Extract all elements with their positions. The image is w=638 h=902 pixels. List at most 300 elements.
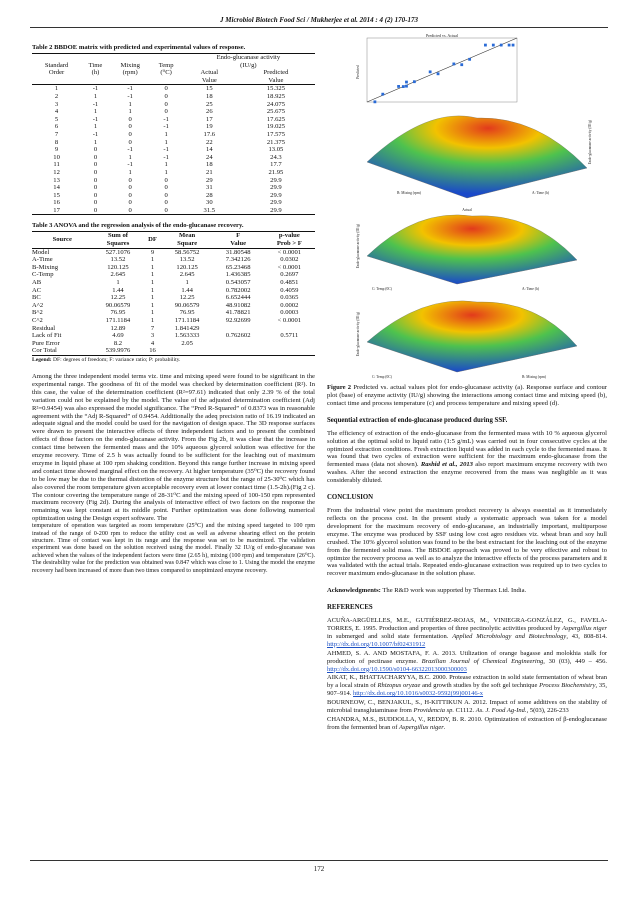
doi-link[interactable]: http://dx.doi.org/10.1016/s0032-9592(99)00146-x [353, 690, 484, 698]
table-cell: 18.925 [266, 92, 285, 100]
table-row [32, 131, 315, 139]
reference-item: AHMED, S. A. AND MOSTAFA, F. A. 2013. Utilization of orange bagasse and molokhia stalk for production of pectinase enzyme. Brazilian Journal of Chemical Engineering, 30 (03), 449 – 456. http://dx.doi.org/10.1590/s0104-66322013000300003 [327, 649, 607, 673]
table-cell: -1 [163, 146, 169, 154]
table-cell: 18 [206, 161, 213, 169]
table-cell: 1 [93, 92, 98, 100]
table2-header-temp: Temp [158, 61, 174, 69]
table-cell: 29.9 [270, 184, 282, 192]
table-cell: 0 [93, 176, 98, 184]
table-cell: 17.7 [270, 161, 282, 169]
table-cell: 0 [164, 199, 168, 207]
table-cell: 9 [54, 146, 59, 154]
table2-header-predicted: Predicted [263, 69, 289, 77]
table-cell: 1 [150, 271, 155, 279]
table-cell: B-Mixing [32, 263, 59, 271]
figure2-panel-c [327, 204, 607, 292]
response-surface [367, 116, 587, 198]
table-cell: 1 [150, 294, 155, 302]
table-cell: 76.95 [110, 309, 126, 317]
table-cell: 0.782002 [225, 286, 251, 294]
table2-activity-group: Endo-glucanase activity [216, 54, 281, 61]
table-cell: 90.06579 [105, 301, 131, 309]
table-cell: Cor Total [32, 347, 57, 355]
reference-item: BOURNEOW, C., BENJAKUL, S., H-KITTIKUN A. 2012. Impact of some additives on the stability of microbial transglutaminase from Providencia sp. C1112. As. J. Food Ag-Ind., 5(03), 226-233 [327, 699, 607, 715]
table-cell: 0 [164, 176, 168, 184]
table-cell: 1 [93, 123, 98, 131]
table-cell: -1 [92, 100, 99, 108]
table-row [32, 139, 315, 147]
table-cell: 0 [128, 191, 132, 199]
table-cell: 3 [150, 332, 155, 340]
table-cell: C^2 [32, 317, 43, 324]
table-row [32, 184, 315, 192]
data-point [437, 72, 440, 75]
table-cell: 1 [54, 85, 59, 93]
table-cell: 1 [150, 263, 155, 271]
table-cell: 1 [93, 138, 98, 146]
table3-header-ss: Sum of [107, 232, 128, 240]
table-cell: 0 [128, 138, 132, 146]
table3-header-f: F [236, 232, 241, 240]
table-cell: A-Time [32, 256, 53, 264]
figure2-panel-a [327, 34, 607, 112]
table3-body [32, 248, 315, 355]
table3-legend: Legend: DF: degrees of freedom; F: variance ratio; P: probability. [32, 356, 181, 363]
table-cell: 48.91082 [225, 301, 251, 309]
table-cell: -1 [163, 123, 169, 131]
surface-plot-time-mixing [327, 112, 607, 204]
x2-axis-label: A: Time (h) [522, 287, 539, 291]
data-point [381, 93, 384, 96]
table2-activity-unit: (IU/g) [240, 61, 257, 69]
table-cell: 8.2 [113, 339, 123, 347]
table-cell: < 0.0001 [277, 248, 302, 256]
data-point [512, 44, 515, 47]
table-cell: 1 [128, 100, 132, 108]
table-row [32, 302, 315, 310]
table-cell: 28 [206, 191, 213, 199]
table-cell: 65.23468 [225, 263, 251, 271]
table-cell: 7.342126 [225, 256, 251, 264]
table-cell: 18 [206, 92, 213, 100]
data-point [492, 44, 495, 47]
table-row [32, 325, 315, 333]
table-cell: AB [32, 279, 42, 287]
surface-plot-temp-mixing [327, 292, 607, 380]
table-cell: 0 [93, 153, 98, 161]
table-cell: 1 [128, 168, 132, 176]
table-cell: C-Temp [32, 271, 54, 279]
table-cell: 17.575 [266, 130, 285, 138]
table2-header-order: Standard [44, 61, 69, 69]
reference-item: AIKAT, K., BHATTACHARYYA, B.C. 2000. Protease extraction in solid state fermentation of wheat bran by a local strain of Rhizopus oryzae and growth studies by the soft gel technique Process Biochemistry, 35, 907–914. http://dx.doi.org/10.1016/s0032-9592(99)00146-x [327, 674, 607, 698]
table-cell: 3 [54, 100, 59, 108]
table-cell: Model [32, 248, 50, 256]
table-cell: -1 [92, 130, 99, 138]
x2-axis-label: B: Mixing (rpm) [522, 375, 546, 379]
table-cell: 90.06579 [174, 301, 200, 309]
table-cell: 13.52 [179, 256, 195, 264]
table-cell: 14 [206, 146, 213, 154]
header-rule [30, 27, 608, 28]
data-point [429, 70, 432, 73]
table3: Source Sum of DF Mean F p-value Squares Square Value Prob > F Model 527.1076 9 58.56752 31.80548 < 0.0001 A-Time 13.52 1 13.52 7.342126 0.0302 B-Mixing 120.125 1 120.125 65.23468 < 0.0001 C-Temp 2.645 1 2.645 1.436385 0.2697 AB 1 1 1 0.543057 0.4851 AC 1.44 1 1.44 0.782002 0.4059 BC 12.25 1 12.25 6.652444 0.0365 A^2 90.06579 1 90.06579 48.91082 0.0002 B^2 76.95 1 76.95 41.78821 0.0003 C^2 171.1184 1 171.1184 92.92699 < 0.0001 Residual 12.89 7 1.841429 Lack of Fit 4.69 3 1.563333 0.762602 0.5711 Pure Error 8.2 4 2.05 Cor Total 539.9976 16 [32, 231, 315, 356]
conclusion-heading: CONCLUSION [327, 494, 374, 502]
table-cell: 0 [93, 184, 98, 192]
table-cell: 0 [164, 100, 168, 108]
table-cell: 0.5711 [280, 332, 299, 340]
x1-axis-label: C: Temp (0C) [372, 287, 392, 291]
data-point [468, 58, 471, 61]
table-cell: 0 [128, 130, 132, 138]
table-cell: 0 [128, 176, 132, 184]
table-cell: 0 [164, 184, 168, 192]
table-cell: 1 [150, 309, 155, 317]
table-cell: 41.78821 [225, 309, 251, 317]
table-cell: 31.80548 [225, 248, 251, 256]
table-cell [213, 340, 264, 348]
doi-link[interactable]: http://dx.doi.org/10.1590/s0104-66322013000300003 [327, 665, 467, 673]
data-point [405, 85, 408, 88]
table-cell: 7 [54, 130, 59, 138]
results-paragraph: Among the three independent model terms viz. time and mixing speed were found to be significant in the experimental range. The goodness of fit of the model was checked by determination coefficient (R²). In this case, the value of the determination coefficient (R²=97.61) indicated that only 2.39 % of the total variation could not be explained by the model. The value of the adjusted determination coefficient (Adj R²=0.9454) was also expressed the model significance. The “Pred R-Squared” of 0.8373 was in reasonable agreement with the “Adj R-Squared” of 0.9454. Additionally the adeq precision ratio of 16.19 indicated an adequate signal and the model could be used for the navigation of design space. The 3D response surfaces were drawn to present the interactive effects of three independent factors and to present the combined effects of those factors on the endo-glucanase activity. From the Fig 2b, it was clear that the increase in contact time between the fermented mass and the 10% aqueous glycerol solution was effective for the enzyme recovery. Time of 2.5 h was actually found to be sufficient for the leaching out of maximum enzyme in liquid phase at 100 rpm shaking condition. Beyond this range further increase in mixing speed and contact time showed marginal effect on the recovery. At higher temperature (35⁰C) the recovery found to be low may be due to the thermal distortion of the enzyme structure but the range of 25-30⁰C which has also covered the room temperature given acceptable recovery even at lower contact time (1.5-2h).(Fig 2 c). The contour covering the temperature range of 28-31⁰C and the mixing speed of 100-150 rpm represented maximum recovery (Fig 2d). During the analysis of interactive effect of two factors on the response the remaining was kept constant at its middle point. Further optimization was done following numerical optimization using the Design expert software. The [32, 372, 315, 523]
table-cell: 527.1076 [105, 248, 131, 256]
table-cell: 1 [93, 108, 98, 116]
table-cell: 31.5 [203, 206, 216, 214]
table-cell: 29.9 [270, 176, 282, 184]
table-row [32, 271, 315, 279]
table-cell: 1.44 [112, 286, 124, 294]
references-list [327, 617, 607, 732]
table-row [32, 317, 315, 325]
table-cell: 10 [53, 153, 60, 161]
data-point [397, 85, 400, 88]
table-cell: 12.25 [179, 294, 195, 302]
table-cell: < 0.0001 [277, 317, 302, 324]
table-row [32, 340, 315, 348]
table-cell: 539.9976 [105, 347, 131, 355]
table-cell: 29.9 [270, 199, 282, 207]
table-row [32, 101, 315, 109]
data-point [373, 100, 376, 103]
z-axis-label: Endo-glucanase activity (IU/g) [588, 119, 592, 165]
table-cell: 9 [150, 248, 155, 256]
footer-rule [30, 860, 608, 861]
table-row [32, 85, 315, 93]
table-cell: -1 [163, 153, 169, 161]
table-cell: 58.56752 [174, 248, 200, 256]
table-cell: 0 [164, 191, 168, 199]
table-cell: 92.92699 [225, 317, 251, 324]
table-cell: B^2 [32, 309, 43, 317]
table-cell: 1 [150, 279, 155, 287]
table-cell: 0 [128, 115, 132, 123]
table-cell: 1.436385 [225, 271, 251, 279]
y-axis-label: Predicted [356, 65, 360, 79]
table-cell: 19.025 [266, 123, 285, 131]
table-cell: 25 [206, 100, 213, 108]
response-surface [367, 215, 577, 284]
table-row [32, 123, 315, 131]
table-cell: 31 [206, 184, 213, 192]
table-cell: -1 [127, 146, 133, 154]
table-row [32, 347, 315, 355]
results-paragraph-continued: temperature of operation was targeted as room temperature (25⁰C) and the mixing speed targeted to 100 rpm instead of the range of 0-200 rpm to reduce the utility cost as well as adverse shearing effect on the protein structure. Time of contact was kept in its range and the response was set to be maximized. The validation experiment was done based on the solution received using the model. Finally 32 IU/g of endo-glucanase was achieved when the values of the independent factors were time (2.65 h), mixing (100 rpm) and temperature (26⁰C). The desirability value for the prediction was obtained was 0.847 which was close to 1. Using the model the enzyme recovery had been increased of more than two times compared to unoptimized enzyme recovery. [32, 523, 315, 574]
table-cell: -1 [127, 161, 133, 169]
table-cell: 0 [164, 108, 168, 116]
table-cell: -1 [163, 115, 169, 123]
table-cell [162, 347, 213, 355]
table-cell: 21.375 [266, 138, 285, 146]
table-cell: < 0.0001 [277, 263, 302, 271]
table3-caption: Table 3 ANOVA and the regression analysis of the endo-glucanase recovery. [32, 222, 244, 230]
table-cell: 1.841429 [174, 324, 200, 332]
table-cell: 0 [164, 92, 168, 100]
table-cell: 24 [206, 153, 213, 161]
table-cell: 2.645 [110, 271, 126, 279]
table-cell: 13.52 [110, 256, 126, 264]
data-point [484, 44, 487, 47]
doi-link[interactable]: http://dx.doi.org/10.1007/bf02431912 [327, 640, 426, 648]
running-header: J Microbiol Biotech Food Sci / Mukherjee et al. 2014 : 4 (2) 170-173 [220, 16, 418, 24]
table-cell: 1 [185, 279, 189, 287]
table-cell: 4 [54, 108, 59, 116]
table-row [32, 332, 315, 340]
table-cell: -1 [92, 115, 99, 123]
table-cell: 0 [164, 206, 168, 214]
table-cell: 0 [128, 184, 132, 192]
table-cell: 0.4059 [280, 286, 299, 294]
predicted-vs-actual-plot [327, 34, 607, 112]
table-cell: 25.675 [266, 108, 285, 116]
table-cell: BC [32, 294, 41, 302]
figure2-caption: Figure 2 Predicted vs. actual values plot for endo-glucanase activity (a). Response surface and contour plot (base) of enzyme activity (IU/g) showing the interactions among contact time and mixing speed (b), contact time and process temperature (c) and process temperature and mixing speed (d). [327, 384, 607, 407]
table-cell: 0 [93, 199, 98, 207]
table-cell: 0.4851 [280, 279, 299, 287]
table-cell: 0.0002 [280, 301, 299, 309]
table-cell: 22 [206, 138, 213, 146]
table-cell: 13 [53, 176, 60, 184]
table-cell: 0.2697 [280, 271, 299, 279]
page-number: 172 [313, 865, 325, 873]
table-cell: -1 [92, 85, 99, 93]
table-cell: 21 [206, 168, 213, 176]
table-cell: 1 [150, 256, 155, 264]
table-cell: -1 [127, 85, 133, 93]
table-cell: 120.125 [107, 263, 129, 271]
reference-item: ACUÑA-ARGÜELLES, M.E., GUTIÉRREZ-ROJAS, M., VINIEGRA-GONZÁLEZ, G., FAVELA-TORRES, E. 1995. Production and properties of three pectinolytic activities produced by Aspergillus niger in submerged and solid state fermentation. Applied Microbiology and Biotechnology, 43, 808-814. http://dx.doi.org/10.1007/bf02431912 [327, 617, 607, 648]
plot-title: Predicted vs. Actual [425, 34, 459, 38]
table-cell: 5 [54, 115, 59, 123]
table-cell: 1 [150, 301, 155, 309]
table-cell: 1.563333 [174, 332, 200, 340]
sequential-extraction-text: The efficiency of extraction of the endo-glucanase from the fermented mass with 10 % aqueous glycerol solution at the optimal solid to liquid ratio (1:5 g/mL) was carried out in four consecutive cycles at the optimized extraction conditions. Fresh extraction liquid was added in each cycle to the fermented mass. It was found that two cycles of extraction were sufficient for the maximum endo-glucanase from the fermented mass (data not shown). Rashid et al., 2013 also report maximum enzyme recovery with two washes. After the second extraction the enzyme recovered from the mass was negligible as it was considerably diluted. [327, 429, 607, 485]
table-cell: 15 [53, 191, 60, 199]
table-cell: Residual [32, 324, 56, 332]
z-axis-label: Endo-glucanase activity (IU/g) [356, 311, 360, 357]
reference-item: CHANDRA, M.S., BUDDOLLA, V., REDDY, B. R. 2010. Optimization of extraction of β-endoglucanase from the fermented bran of Aspergillus niger. [327, 716, 607, 731]
table-cell: A^2 [32, 301, 44, 309]
table-cell: 0.543057 [225, 279, 251, 287]
data-point [402, 85, 405, 88]
table-cell: 2.645 [179, 271, 195, 279]
table-row [32, 248, 315, 256]
table2-caption: Table 2 BBDOE matrix with predicted and experimental values of response. [32, 44, 246, 51]
data-point [508, 44, 511, 47]
table2: Endo-glucanase activity Standard Time Mixing Temp (IU/g) Order (h) (rpm) (⁰C) Actual Predicted Value Value 1 -1 -1 0 15 15.325 2 1 -1 0 18 18.925 3 -1 1 0 25 24.075 4 1 1 0 26 25.675 5 -1 0 -1 17 17.625 6 1 0 -1 19 19.025 7 -1 0 1 17.6 17.575 8 1 0 1 22 21.375 9 0 -1 -1 14 13.05 10 0 1 -1 24 24.3 11 0 -1 1 18 17.7 12 0 1 1 21 21.95 13 0 0 0 29 29.9 14 0 0 0 31 29.9 15 0 0 0 28 29.9 16 0 0 0 30 29.9 17 0 0 0 31.5 29.9 [32, 53, 315, 215]
table2-header-mixing: Mixing [120, 61, 140, 69]
references-heading: REFERENCES [327, 604, 373, 612]
table-row [32, 287, 315, 295]
surface-plot-time-temp [327, 204, 607, 292]
table-cell: 1 [164, 130, 168, 138]
table-cell: 29 [206, 176, 213, 184]
table-cell: 171.1184 [105, 317, 131, 324]
table-cell: 0.0003 [280, 309, 299, 317]
table2-body [32, 85, 315, 215]
table-row [32, 192, 315, 200]
table-cell: 26 [206, 108, 213, 116]
table-row [32, 279, 315, 287]
table3-header-ms: Mean [179, 232, 196, 240]
x2-axis-label: A: Time (h) [532, 191, 549, 195]
data-point [500, 44, 503, 47]
table-cell: 1 [164, 168, 168, 176]
table-row [32, 93, 315, 101]
z-axis-label: Endo-glucanase activity (IU/g) [356, 223, 360, 269]
table-cell: 7 [150, 324, 155, 332]
table-cell [264, 340, 315, 348]
table-cell: 0 [93, 161, 98, 169]
table-cell: 120.125 [176, 263, 198, 271]
figure2-panel-b [327, 112, 607, 204]
table-row [32, 294, 315, 302]
table-cell: 6.652444 [225, 294, 251, 302]
table-cell: 0.0302 [280, 256, 299, 264]
table-cell: 19 [206, 123, 213, 131]
table3-header-df: DF [148, 236, 157, 244]
table-row [32, 154, 315, 162]
table-cell: 4 [150, 339, 155, 347]
table-cell: 1 [150, 317, 155, 324]
table-cell: 1 [150, 286, 155, 294]
data-point [452, 63, 455, 66]
table-row [32, 309, 315, 317]
data-point [460, 63, 463, 66]
table-cell: 2 [54, 92, 59, 100]
table-cell: 1.44 [181, 286, 193, 294]
table-cell: -1 [127, 92, 133, 100]
table-cell: 12.89 [110, 324, 126, 332]
data-point [413, 80, 416, 83]
table-cell: 15.325 [266, 85, 285, 93]
table-cell [213, 325, 264, 333]
table-cell: 24.075 [266, 100, 285, 108]
table-row [32, 177, 315, 185]
table-cell: 6 [54, 123, 59, 131]
table-cell: 0.0365 [280, 294, 299, 302]
table-cell: AC [32, 286, 42, 294]
table2-header-actual: Actual [200, 69, 219, 77]
table-cell: 24.3 [270, 153, 282, 161]
table-cell: 1 [116, 279, 120, 287]
table-row [32, 264, 315, 272]
table-row [32, 199, 315, 207]
table-cell: Lack of Fit [32, 332, 62, 340]
table2-header-time: Time [88, 61, 103, 69]
table-cell: 1 [164, 161, 168, 169]
table-cell: 0 [128, 199, 132, 207]
table-row [32, 116, 315, 124]
table-cell: 14 [53, 184, 60, 192]
table-row [32, 169, 315, 177]
table-cell: 76.95 [179, 309, 195, 317]
conclusion-text: From the industrial view point the maximum product recovery is always essential as it immediately reflects on the process cost. In the present study a systematic approach was taken for a model development for the maximum recovery of endo-glucanase, an industrially important, multipurpose enzyme. The enzyme was produced by SSF using low cost agro residues viz. wheat bran and soy hull crushed. The 10% glycerol solution was found to be the best extractant for the leaching out of the enzyme from the fermented solid mass. The BBDOE approach was proved to be very effective and robust to optimize the recovery process as well as to analyze the interactive effects of the process parameters and it was validated with the actual trials. Repeated endo-glucanase extraction was required up to two cycles to recover maximum endo-glucanase in the solution phase. [327, 507, 607, 578]
table-cell: 2.05 [181, 339, 193, 347]
x1-axis-label: B: Mixing (rpm) [397, 191, 421, 195]
table-cell: 15 [206, 85, 213, 93]
table-cell: 0 [128, 123, 132, 131]
table-cell: 17 [53, 206, 60, 214]
table-cell: 171.1184 [174, 317, 200, 324]
table-cell: 0 [164, 85, 168, 93]
table-cell: 0 [93, 168, 98, 176]
table-cell: 13.05 [268, 146, 284, 154]
sequential-extraction-heading: Sequential extraction of endo-glucanase produced during SSF. [327, 416, 508, 424]
table-row [32, 256, 315, 264]
table-cell [264, 347, 315, 355]
table-row [32, 161, 315, 169]
table-cell: 12.25 [110, 294, 126, 302]
table-cell: 16 [149, 347, 156, 355]
response-surface [367, 301, 577, 372]
table-cell: 8 [54, 138, 59, 146]
table3-header-p: p-value [278, 232, 300, 240]
table-cell: 29.9 [270, 206, 282, 214]
table-row [32, 207, 315, 215]
x1-axis-label: C: Temp (0C) [372, 375, 392, 379]
table-cell: 1 [128, 153, 132, 161]
table-cell: 17 [206, 115, 213, 123]
x-axis-label: Actual [462, 208, 472, 212]
table-cell: 0 [93, 146, 98, 154]
table-cell: 17.625 [266, 115, 285, 123]
table-cell: 0 [93, 191, 98, 199]
table-cell: 17.6 [203, 130, 216, 138]
table-cell: 4.69 [112, 332, 124, 340]
table-cell [264, 325, 315, 333]
table-cell [213, 347, 264, 355]
right-column [327, 34, 607, 733]
table-cell: 1 [164, 138, 168, 146]
table-cell: Pure Error [32, 339, 60, 347]
table-cell: 0 [93, 206, 98, 214]
table-row [32, 108, 315, 116]
table-cell: 0 [128, 206, 132, 214]
table-cell: 1 [128, 108, 132, 116]
figure2-panel-d [327, 292, 607, 380]
table-cell: 30 [206, 199, 213, 207]
table-cell: 29.9 [270, 191, 282, 199]
table-cell: 12 [53, 168, 60, 176]
table-cell: 0.762602 [225, 332, 251, 340]
table-cell: 21.95 [268, 168, 284, 176]
table-cell: 16 [53, 199, 60, 207]
acknowledgments: Acknowledgments: The R&D work was supported by Thermax Ltd. India. [327, 587, 527, 595]
table-cell: 11 [53, 161, 60, 169]
left-column [32, 44, 315, 575]
table-row [32, 146, 315, 154]
